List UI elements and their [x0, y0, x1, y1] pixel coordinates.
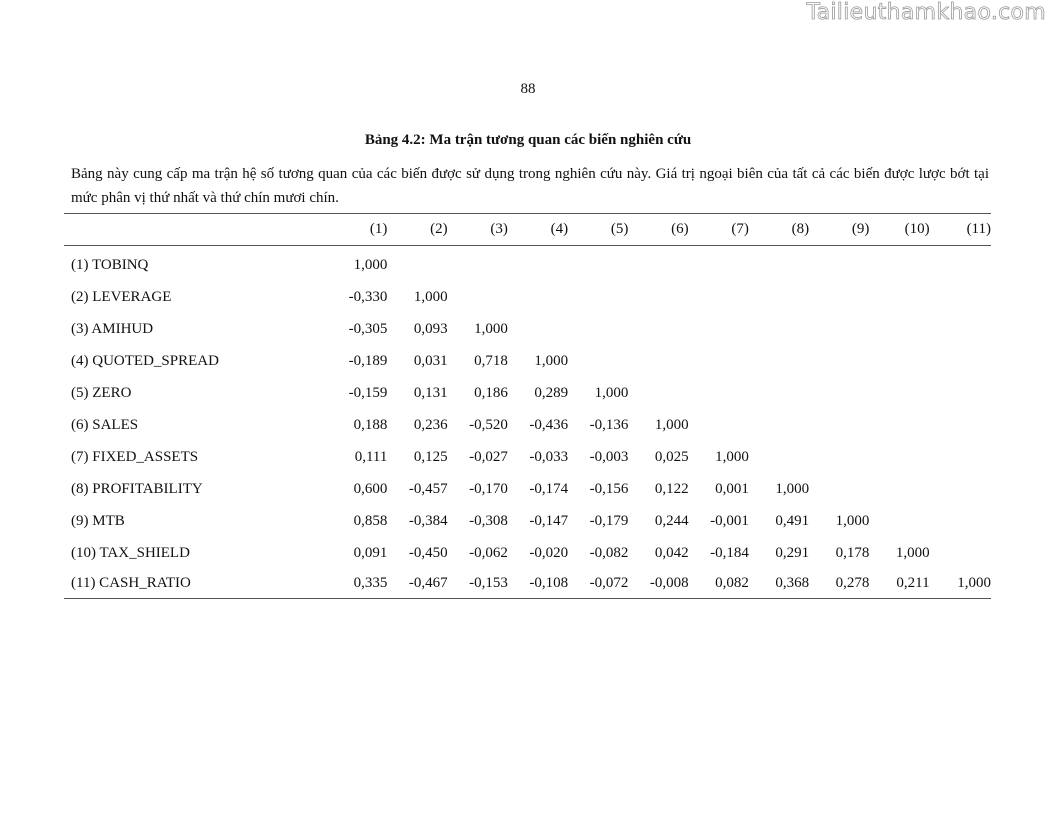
header-variable-column [64, 214, 327, 246]
correlation-cell [930, 473, 991, 505]
correlation-cell: -0,467 [387, 569, 447, 599]
correlation-cell [749, 246, 809, 282]
correlation-cell: 0,131 [413, 384, 448, 401]
column-header: (11) [930, 214, 991, 246]
correlation-cell: 0,001 [715, 480, 749, 497]
correlation-cell [628, 345, 688, 377]
correlation-cell [809, 313, 869, 345]
correlation-cell: 1,000 [775, 480, 810, 497]
correlation-cell: 0,125 [413, 448, 448, 465]
correlation-cell: 0,091 [353, 544, 388, 561]
correlation-cell [930, 505, 991, 537]
correlation-cell: 1,000 [654, 416, 689, 433]
column-header: (4) [508, 214, 568, 246]
correlation-cell [628, 246, 688, 282]
correlation-cell [387, 246, 447, 282]
correlation-cell [869, 246, 929, 282]
correlation-cell [930, 345, 991, 377]
correlation-cell: 0,186 [474, 384, 508, 401]
correlation-cell [869, 409, 929, 441]
correlation-cell: 0,178 [835, 544, 870, 561]
table-row [64, 409, 991, 441]
correlation-cell [568, 313, 628, 345]
correlation-cell: 1,000 [534, 352, 569, 369]
correlation-cell: 0,042 [654, 544, 689, 561]
row-variable-label: (8) PROFITABILITY [71, 480, 203, 497]
correlation-cell [930, 246, 991, 282]
row-variable-label: (10) TAX_SHIELD [71, 544, 190, 561]
correlation-cell: -0,003 [589, 448, 629, 465]
row-variable-label: (1) TOBINQ [71, 256, 149, 273]
correlation-cell [448, 246, 508, 282]
correlation-cell: 0,025 [654, 448, 689, 465]
correlation-cell [869, 441, 929, 473]
correlation-cell [568, 345, 628, 377]
correlation-cell: -0,033 [529, 448, 569, 465]
table-row [64, 377, 991, 409]
correlation-cell [628, 281, 688, 313]
correlation-cell [689, 409, 749, 441]
correlation-cell: -0,027 [469, 448, 508, 465]
correlation-cell [809, 441, 869, 473]
correlation-cell: 0,368 [749, 569, 809, 599]
correlation-cell [930, 377, 991, 409]
correlation-cell: 0,491 [775, 512, 810, 529]
correlation-cell [689, 246, 749, 282]
correlation-cell [930, 281, 991, 313]
correlation-cell: 0,718 [474, 352, 508, 369]
watermark-logo: Tailieuthamkhao.com [806, 0, 1046, 25]
correlation-cell: 0,082 [689, 569, 749, 599]
correlation-cell [809, 246, 869, 282]
correlation-cell: 0,858 [353, 512, 388, 529]
correlation-cell: -0,136 [589, 416, 629, 433]
correlation-matrix-table [64, 213, 991, 599]
correlation-cell: -0,330 [348, 288, 388, 305]
row-variable-label: (11) CASH_RATIO [64, 569, 327, 599]
correlation-cell [568, 281, 628, 313]
correlation-cell [749, 345, 809, 377]
column-header: (8) [749, 214, 809, 246]
table-row [64, 281, 991, 313]
row-variable-label: (2) LEVERAGE [71, 288, 172, 305]
correlation-cell: 0,031 [413, 352, 448, 369]
row-variable-label: (6) SALES [71, 416, 139, 433]
correlation-cell [869, 345, 929, 377]
correlation-cell: 1,000 [353, 256, 388, 273]
correlation-cell: 0,111 [354, 448, 388, 465]
correlation-cell: -0,384 [408, 512, 448, 529]
table-description: Bảng này cung cấp ma trận hệ số tương quan của các biến được sử dụng trong nghiên cứu này. Giá trị ngoại biên của tất cả các biến được lược bớt tại mức phân vị thứ nhất và thứ chín mươi chín. [71, 166, 989, 206]
correlation-cell: -0,072 [568, 569, 628, 599]
correlation-cell: -0,001 [710, 512, 749, 529]
correlation-cell [869, 505, 929, 537]
correlation-cell: -0,520 [469, 416, 508, 433]
correlation-cell [869, 313, 929, 345]
correlation-cell: 0,291 [775, 544, 810, 561]
correlation-cell [869, 377, 929, 409]
correlation-cell: 1,000 [835, 512, 870, 529]
correlation-cell: 0,093 [413, 320, 448, 337]
correlation-cell: 0,244 [654, 512, 689, 529]
correlation-cell [809, 473, 869, 505]
correlation-cell [568, 246, 628, 282]
correlation-cell [749, 281, 809, 313]
column-header: (2) [387, 214, 447, 246]
row-variable-label: (3) AMIHUD [71, 320, 154, 337]
row-variable-label: (5) ZERO [71, 384, 132, 401]
correlation-cell: -0,156 [589, 480, 629, 497]
correlation-cell [628, 377, 688, 409]
correlation-cell [508, 313, 568, 345]
correlation-cell: 0,122 [654, 480, 689, 497]
table-row [64, 345, 991, 377]
correlation-cell: 1,000 [413, 288, 448, 305]
correlation-cell [508, 246, 568, 282]
correlation-cell [689, 313, 749, 345]
column-header: (3) [448, 214, 508, 246]
row-variable-label: (7) FIXED_ASSETS [71, 448, 199, 465]
table-row [64, 537, 991, 569]
correlation-cell [689, 345, 749, 377]
correlation-cell [869, 281, 929, 313]
column-header: (1) [327, 214, 387, 246]
correlation-cell: -0,159 [348, 384, 388, 401]
correlation-cell: -0,147 [529, 512, 569, 529]
correlation-cell: -0,082 [589, 544, 629, 561]
table-row [64, 313, 991, 345]
correlation-cell: -0,170 [469, 480, 508, 497]
correlation-cell: 0,188 [353, 416, 388, 433]
table-row [64, 246, 991, 282]
correlation-cell [689, 281, 749, 313]
correlation-cell: 1,000 [930, 569, 991, 599]
correlation-cell: 0,211 [869, 569, 929, 599]
table-header-row [64, 214, 991, 246]
correlation-cell: -0,062 [469, 544, 508, 561]
correlation-cell [809, 281, 869, 313]
table-row [64, 441, 991, 473]
correlation-cell: -0,179 [589, 512, 629, 529]
correlation-cell: 0,278 [809, 569, 869, 599]
correlation-cell: -0,153 [448, 569, 508, 599]
correlation-cell: 1,000 [474, 320, 508, 337]
row-variable-label: (9) MTB [71, 512, 125, 529]
page-number: 88 [520, 81, 536, 97]
correlation-cell [508, 281, 568, 313]
correlation-cell: 0,335 [327, 569, 387, 599]
correlation-cell: 0,600 [353, 480, 388, 497]
correlation-cell [809, 345, 869, 377]
correlation-cell: 1,000 [594, 384, 629, 401]
column-header: (7) [689, 214, 749, 246]
table-title: Bảng 4.2: Ma trận tương quan các biến nghiên cứu [364, 132, 692, 148]
correlation-cell: -0,008 [628, 569, 688, 599]
correlation-cell: 1,000 [715, 448, 749, 465]
correlation-cell: -0,020 [529, 544, 569, 561]
correlation-cell: -0,308 [469, 512, 508, 529]
correlation-cell: -0,174 [529, 480, 569, 497]
correlation-cell [930, 441, 991, 473]
correlation-cell [809, 377, 869, 409]
correlation-cell: -0,450 [408, 544, 448, 561]
correlation-cell [448, 281, 508, 313]
correlation-cell: 0,236 [413, 416, 448, 433]
correlation-cell: 0,289 [534, 384, 569, 401]
table-row [64, 569, 991, 599]
correlation-cell [689, 377, 749, 409]
correlation-cell [930, 537, 991, 569]
row-variable-label: (4) QUOTED_SPREAD [71, 352, 219, 369]
column-header: (6) [628, 214, 688, 246]
column-header: (9) [809, 214, 869, 246]
correlation-cell [749, 377, 809, 409]
correlation-cell: -0,189 [348, 352, 388, 369]
correlation-cell: -0,305 [348, 320, 388, 337]
correlation-cell [930, 313, 991, 345]
correlation-cell: -0,436 [529, 416, 569, 433]
correlation-cell: -0,457 [408, 480, 448, 497]
correlation-cell [749, 409, 809, 441]
correlation-cell [930, 409, 991, 441]
table-row [64, 505, 991, 537]
correlation-cell [628, 313, 688, 345]
correlation-cell [809, 409, 869, 441]
correlation-cell [749, 441, 809, 473]
correlation-cell [869, 473, 929, 505]
column-header: (5) [568, 214, 628, 246]
correlation-cell [749, 313, 809, 345]
column-header: (10) [869, 214, 929, 246]
correlation-cell: -0,184 [710, 544, 749, 561]
correlation-cell: 1,000 [895, 544, 930, 561]
correlation-cell: -0,108 [508, 569, 568, 599]
table-row [64, 473, 991, 505]
